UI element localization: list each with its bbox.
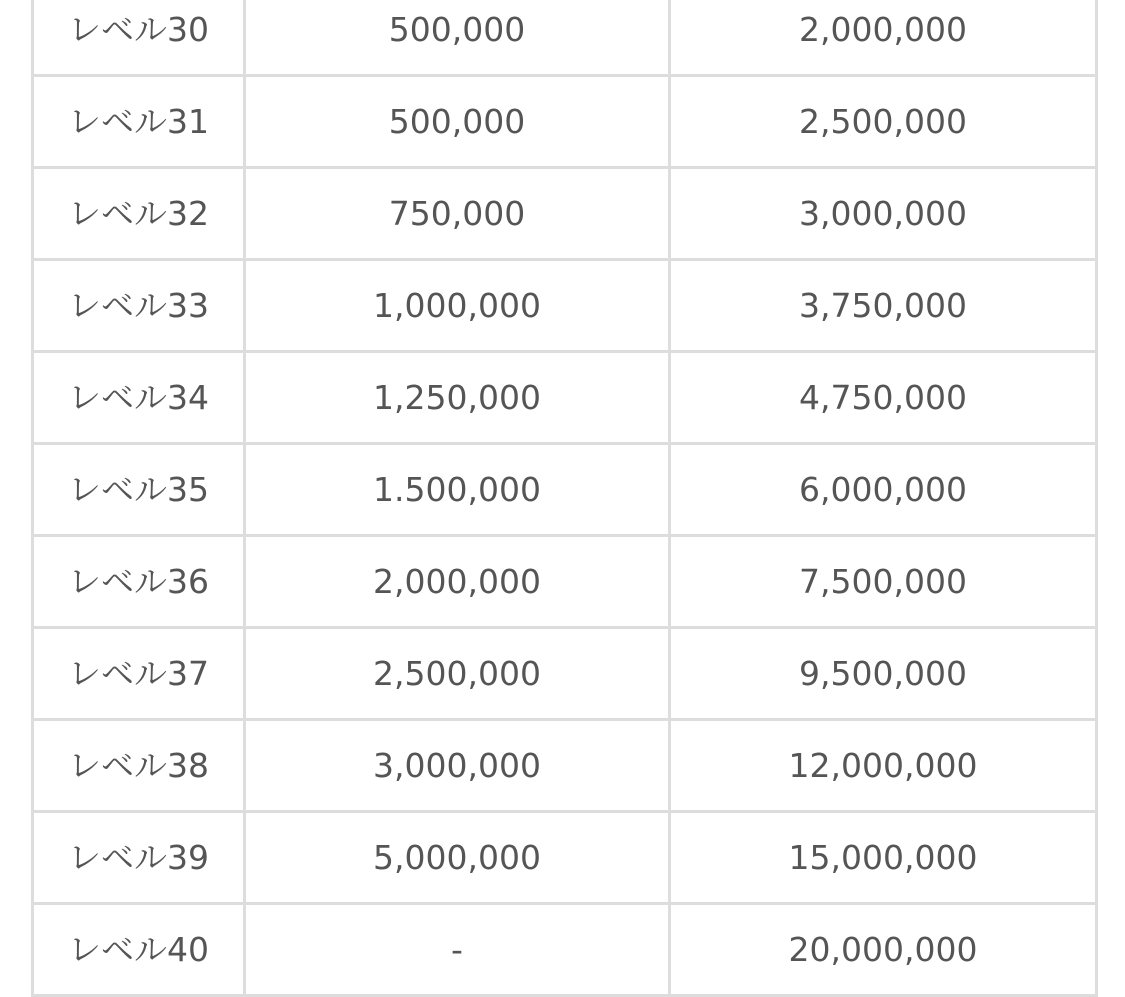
table-row xyxy=(33,444,1097,536)
level-table-body xyxy=(33,0,1097,996)
value-cell: - xyxy=(245,904,670,996)
level-cell: レベル33 xyxy=(33,260,245,352)
level-cell: レベル36 xyxy=(33,536,245,628)
level-cell: レベル31 xyxy=(33,76,245,168)
total-cell: 9,500,000 xyxy=(670,628,1097,720)
level-cell: レベル32 xyxy=(33,168,245,260)
total-cell: 12,000,000 xyxy=(670,720,1097,812)
value-cell: 2,500,000 xyxy=(245,628,670,720)
table-row xyxy=(33,812,1097,904)
value-cell: 5,000,000 xyxy=(245,812,670,904)
total-cell: 20,000,000 xyxy=(670,904,1097,996)
level-cell: レベル35 xyxy=(33,444,245,536)
value-cell: 750,000 xyxy=(245,168,670,260)
total-cell: 3,000,000 xyxy=(670,168,1097,260)
value-cell: 1.500,000 xyxy=(245,444,670,536)
level-cell: レベル34 xyxy=(33,352,245,444)
table-row xyxy=(33,260,1097,352)
total-cell: 2,500,000 xyxy=(670,76,1097,168)
level-cell: レベル39 xyxy=(33,812,245,904)
level-cell: レベル30 xyxy=(33,0,245,76)
total-cell: 2,000,000 xyxy=(670,0,1097,76)
total-cell: 15,000,000 xyxy=(670,812,1097,904)
value-cell: 1,000,000 xyxy=(245,260,670,352)
level-cell: レベル37 xyxy=(33,628,245,720)
total-cell: 7,500,000 xyxy=(670,536,1097,628)
table-row xyxy=(33,536,1097,628)
value-cell: 2,000,000 xyxy=(245,536,670,628)
table-row xyxy=(33,168,1097,260)
table-row xyxy=(33,352,1097,444)
table-row xyxy=(33,720,1097,812)
value-cell: 500,000 xyxy=(245,0,670,76)
total-cell: 4,750,000 xyxy=(670,352,1097,444)
value-cell: 500,000 xyxy=(245,76,670,168)
total-cell: 3,750,000 xyxy=(670,260,1097,352)
value-cell: 1,250,000 xyxy=(245,352,670,444)
level-cell: レベル38 xyxy=(33,720,245,812)
level-table xyxy=(31,0,1098,997)
level-cell: レベル40 xyxy=(33,904,245,996)
total-cell: 6,000,000 xyxy=(670,444,1097,536)
table-row xyxy=(33,0,1097,76)
value-cell: 3,000,000 xyxy=(245,720,670,812)
table-row xyxy=(33,76,1097,168)
table-row xyxy=(33,628,1097,720)
table-row xyxy=(33,904,1097,996)
